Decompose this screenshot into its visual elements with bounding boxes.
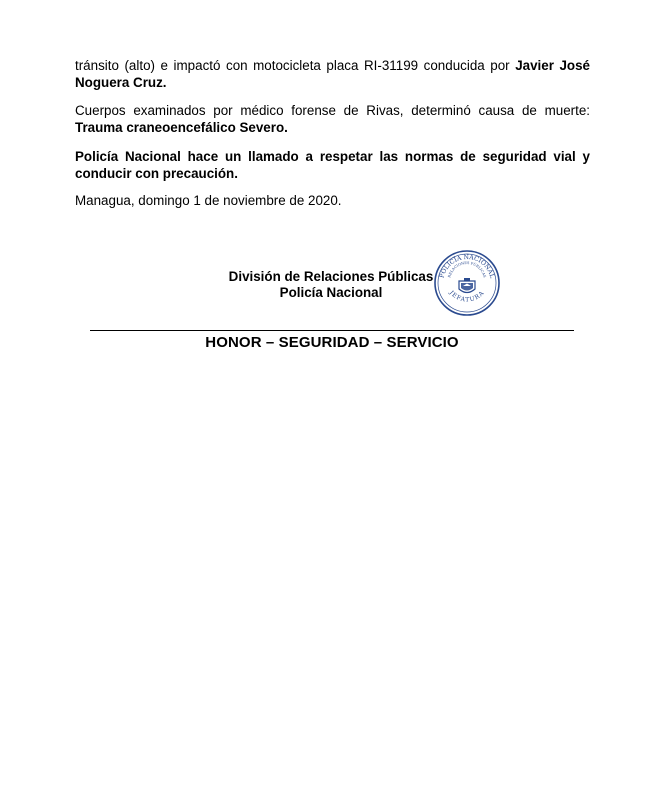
paragraph-line — [75, 119, 590, 136]
paragraph-line — [75, 74, 590, 91]
signature-block — [190, 269, 472, 301]
footer-motto: HONOR – SEGURIDAD – SERVICIO — [205, 334, 459, 351]
date-line: Managua, domingo 1 de noviembre de 2020. — [75, 193, 342, 208]
signature-division: División de Relaciones Públicas — [228, 269, 434, 284]
paragraph-call-to-action — [75, 148, 590, 182]
paragraph-line: Cuerpos examinados por médico forense de Rivas, determinó causa de muerte: — [75, 103, 590, 118]
cause-of-death: Trauma craneoencefálico Severo. — [75, 120, 288, 135]
separator-line — [90, 330, 574, 331]
paragraph-line: Policía Nacional hace un llamado a respetar las normas de seguridad vial y — [75, 149, 590, 164]
signature-institution: Policía Nacional — [279, 285, 383, 300]
paragraph-date — [75, 192, 590, 209]
person-name-part: Javier José — [515, 58, 590, 73]
police-seal-stamp — [432, 248, 502, 318]
seal-inner-text: RELACIONES PÚBLICAS — [447, 260, 487, 279]
paragraph-forensic — [75, 102, 590, 136]
seal-top-text: POLICÍA NACIONAL — [438, 253, 496, 279]
paragraph-line — [75, 57, 590, 74]
person-name-part: Noguera Cruz. — [75, 75, 167, 90]
paragraph-incident — [75, 57, 590, 91]
seal-bottom-text: JEFATURA — [447, 289, 487, 304]
text-run: tránsito (alto) e impactó con motocicleta placa RI-31199 conducida por — [75, 58, 516, 73]
seal-emblem-icon — [459, 278, 475, 293]
paragraph-line: conducir con precaución. — [75, 166, 238, 181]
